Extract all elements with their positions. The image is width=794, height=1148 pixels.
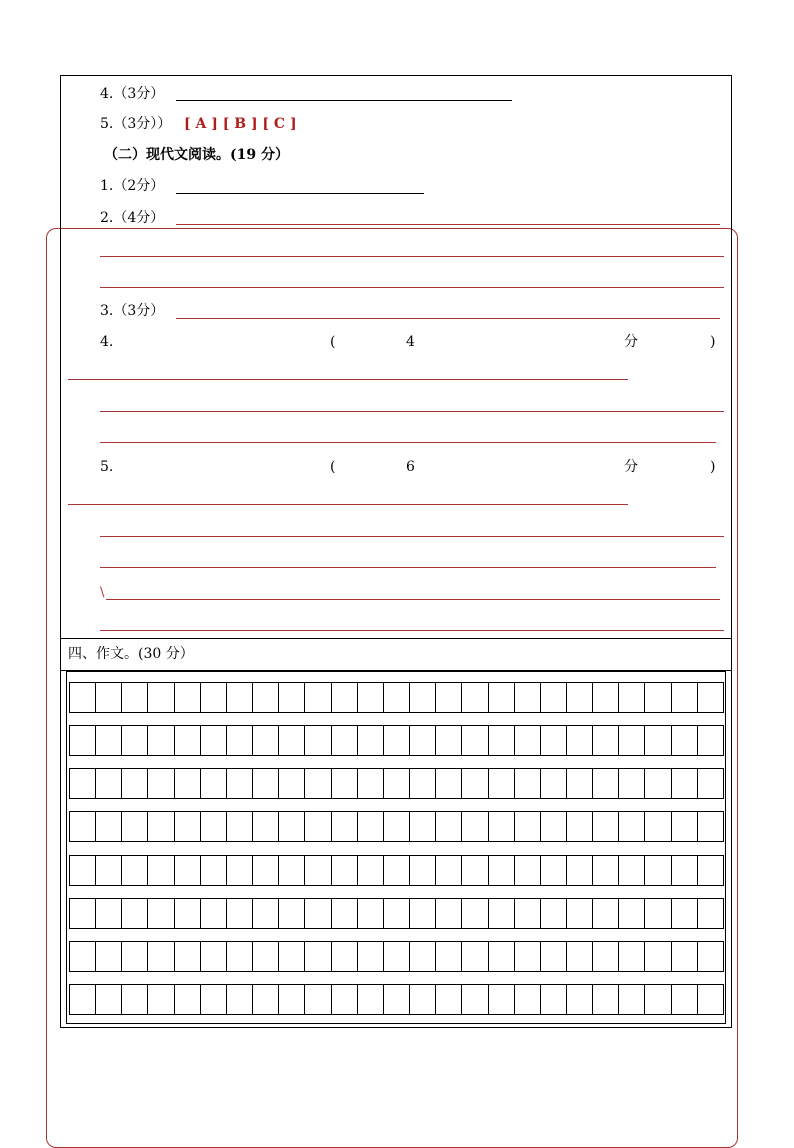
composition-cell[interactable] — [121, 942, 147, 971]
composition-cell[interactable] — [697, 985, 724, 1014]
composition-cell[interactable] — [671, 683, 697, 712]
modern-q4-answer-line-1[interactable] — [68, 379, 628, 380]
composition-cell[interactable] — [69, 899, 95, 928]
composition-cell[interactable] — [278, 683, 304, 712]
modern-q5-open-paren: ( — [330, 459, 336, 475]
composition-cell[interactable] — [488, 856, 514, 885]
modern-q2-answer-line-1[interactable] — [176, 224, 720, 225]
composition-row — [69, 855, 724, 886]
composition-cell[interactable] — [461, 856, 487, 885]
modern-q2-answer-line-2[interactable] — [100, 256, 724, 257]
composition-cell[interactable] — [697, 769, 724, 798]
composition-cell[interactable] — [252, 726, 278, 755]
modern-q5-answer-line-2[interactable] — [100, 536, 724, 537]
question-5-options[interactable]: [ A ] [ B ] [ C ] — [184, 116, 297, 132]
composition-cell[interactable] — [226, 683, 252, 712]
composition-cell[interactable] — [147, 726, 173, 755]
composition-cell[interactable] — [174, 942, 200, 971]
composition-cell[interactable] — [592, 985, 618, 1014]
composition-cell[interactable] — [488, 985, 514, 1014]
composition-cell[interactable] — [488, 769, 514, 798]
composition-cell[interactable] — [200, 899, 226, 928]
composition-cell[interactable] — [697, 899, 724, 928]
modern-q4-unit: 分 — [624, 334, 638, 350]
composition-cell[interactable] — [174, 812, 200, 841]
composition-cell[interactable] — [383, 683, 409, 712]
composition-cell[interactable] — [435, 985, 461, 1014]
composition-cell[interactable] — [69, 726, 95, 755]
composition-cell[interactable] — [95, 683, 121, 712]
composition-cell[interactable] — [278, 856, 304, 885]
composition-row — [69, 898, 724, 929]
modern-q5-close-paren: ) — [710, 459, 716, 475]
modern-q5-number: 5. — [100, 459, 114, 475]
composition-row — [69, 768, 724, 799]
composition-cell[interactable] — [304, 985, 330, 1014]
composition-cell[interactable] — [566, 942, 592, 971]
composition-cell[interactable] — [409, 942, 435, 971]
composition-cell[interactable] — [121, 899, 147, 928]
composition-cell[interactable] — [488, 726, 514, 755]
composition-cell[interactable] — [278, 942, 304, 971]
composition-cell[interactable] — [644, 985, 670, 1014]
composition-cell[interactable] — [278, 812, 304, 841]
composition-cell[interactable] — [304, 812, 330, 841]
modern-q5-answer-line-1[interactable] — [68, 504, 628, 505]
question-4-answer-line[interactable] — [176, 100, 512, 101]
question-4-label: 4.（3分） — [100, 86, 165, 102]
composition-cell[interactable] — [304, 899, 330, 928]
composition-cell[interactable] — [644, 683, 670, 712]
composition-cell[interactable] — [435, 726, 461, 755]
composition-cell[interactable] — [331, 985, 357, 1014]
composition-cell[interactable] — [252, 683, 278, 712]
modern-q4-number: 4. — [100, 334, 114, 350]
composition-cell[interactable] — [147, 769, 173, 798]
modern-q2-label: 2.（4分） — [100, 210, 165, 226]
composition-cell[interactable] — [671, 726, 697, 755]
composition-cell[interactable] — [200, 769, 226, 798]
modern-reading-heading: （二）现代文阅读。(19 分） — [104, 147, 289, 163]
composition-cell[interactable] — [540, 856, 566, 885]
composition-cell[interactable] — [304, 856, 330, 885]
composition-cell[interactable] — [147, 985, 173, 1014]
modern-q5-unit: 分 — [624, 459, 638, 475]
modern-q5-answer-line-4[interactable] — [106, 599, 720, 600]
composition-cell[interactable] — [618, 899, 644, 928]
composition-cell[interactable] — [644, 899, 670, 928]
composition-cell[interactable] — [383, 856, 409, 885]
composition-cell[interactable] — [618, 985, 644, 1014]
composition-grid[interactable] — [66, 671, 726, 1024]
composition-cell[interactable] — [671, 985, 697, 1014]
composition-cell[interactable] — [461, 985, 487, 1014]
composition-cell[interactable] — [409, 899, 435, 928]
composition-cell[interactable] — [697, 726, 724, 755]
composition-cell[interactable] — [252, 812, 278, 841]
composition-cell[interactable] — [644, 812, 670, 841]
composition-cell[interactable] — [514, 985, 540, 1014]
composition-cell[interactable] — [671, 769, 697, 798]
composition-cell[interactable] — [540, 726, 566, 755]
composition-cell[interactable] — [671, 899, 697, 928]
composition-cell[interactable] — [697, 942, 724, 971]
composition-cell[interactable] — [540, 683, 566, 712]
composition-cell[interactable] — [147, 942, 173, 971]
composition-cell[interactable] — [566, 899, 592, 928]
composition-cell[interactable] — [488, 899, 514, 928]
modern-q3-label: 3.（3分） — [100, 303, 165, 319]
section-divider-top — [60, 638, 732, 639]
composition-cell[interactable] — [304, 769, 330, 798]
composition-cell[interactable] — [409, 769, 435, 798]
composition-cell[interactable] — [252, 899, 278, 928]
composition-cell[interactable] — [252, 856, 278, 885]
composition-cell[interactable] — [409, 812, 435, 841]
composition-cell[interactable] — [671, 812, 697, 841]
composition-cell[interactable] — [488, 812, 514, 841]
composition-cell[interactable] — [69, 985, 95, 1014]
composition-cell[interactable] — [357, 726, 383, 755]
composition-cell[interactable] — [200, 726, 226, 755]
composition-cell[interactable] — [200, 683, 226, 712]
composition-cell[interactable] — [226, 812, 252, 841]
composition-cell[interactable] — [514, 726, 540, 755]
composition-cell[interactable] — [383, 942, 409, 971]
composition-cell[interactable] — [69, 856, 95, 885]
composition-cell[interactable] — [697, 812, 724, 841]
composition-cell[interactable] — [383, 726, 409, 755]
composition-cell[interactable] — [226, 856, 252, 885]
composition-cell[interactable] — [488, 942, 514, 971]
composition-cell[interactable] — [174, 856, 200, 885]
composition-cell[interactable] — [644, 856, 670, 885]
composition-cell[interactable] — [514, 899, 540, 928]
composition-cell[interactable] — [697, 683, 724, 712]
composition-cell[interactable] — [331, 726, 357, 755]
composition-cell[interactable] — [618, 856, 644, 885]
stray-mark: \ — [100, 585, 105, 600]
composition-cell[interactable] — [514, 856, 540, 885]
composition-cell[interactable] — [409, 726, 435, 755]
composition-cell[interactable] — [383, 899, 409, 928]
composition-cell[interactable] — [331, 769, 357, 798]
composition-cell[interactable] — [383, 769, 409, 798]
composition-cell[interactable] — [69, 942, 95, 971]
composition-cell[interactable] — [357, 985, 383, 1014]
composition-cell[interactable] — [121, 985, 147, 1014]
composition-cell[interactable] — [435, 683, 461, 712]
composition-cell[interactable] — [304, 942, 330, 971]
composition-cell[interactable] — [278, 899, 304, 928]
composition-cell[interactable] — [331, 856, 357, 885]
composition-cell[interactable] — [95, 985, 121, 1014]
composition-cell[interactable] — [121, 856, 147, 885]
modern-q4-answer-line-2[interactable] — [100, 411, 724, 412]
composition-cell[interactable] — [121, 769, 147, 798]
composition-cell[interactable] — [357, 812, 383, 841]
composition-cell[interactable] — [69, 769, 95, 798]
composition-cell[interactable] — [200, 856, 226, 885]
composition-cell[interactable] — [644, 769, 670, 798]
composition-cell[interactable] — [435, 942, 461, 971]
composition-cell[interactable] — [409, 985, 435, 1014]
composition-cell[interactable] — [592, 899, 618, 928]
composition-cell[interactable] — [566, 985, 592, 1014]
composition-cell[interactable] — [357, 856, 383, 885]
composition-cell[interactable] — [331, 683, 357, 712]
modern-q4-score: 4 — [406, 334, 415, 350]
composition-cell[interactable] — [592, 769, 618, 798]
modern-q4-close-paren: ) — [710, 334, 716, 350]
modern-q4-open-paren: ( — [330, 334, 336, 350]
composition-cell[interactable] — [226, 726, 252, 755]
composition-cell[interactable] — [304, 683, 330, 712]
composition-cell[interactable] — [200, 942, 226, 971]
modern-q2-answer-line-3[interactable] — [100, 287, 724, 288]
composition-cell[interactable] — [566, 683, 592, 712]
composition-cell[interactable] — [409, 683, 435, 712]
composition-cell[interactable] — [69, 683, 95, 712]
composition-cell[interactable] — [697, 856, 724, 885]
composition-cell[interactable] — [461, 683, 487, 712]
composition-cell[interactable] — [147, 812, 173, 841]
composition-cell[interactable] — [409, 856, 435, 885]
composition-cell[interactable] — [461, 769, 487, 798]
composition-cell[interactable] — [435, 769, 461, 798]
composition-heading: 四、作文。(30 分） — [68, 646, 194, 662]
composition-cell[interactable] — [174, 726, 200, 755]
composition-cell[interactable] — [618, 942, 644, 971]
composition-cell[interactable] — [618, 683, 644, 712]
composition-cell[interactable] — [461, 899, 487, 928]
composition-cell[interactable] — [461, 812, 487, 841]
composition-cell[interactable] — [540, 985, 566, 1014]
composition-cell[interactable] — [304, 726, 330, 755]
composition-cell[interactable] — [435, 856, 461, 885]
composition-cell[interactable] — [121, 812, 147, 841]
modern-q5-answer-line-3[interactable] — [100, 567, 716, 568]
composition-cell[interactable] — [174, 985, 200, 1014]
composition-cell[interactable] — [121, 726, 147, 755]
modern-q4-answer-line-3[interactable] — [100, 442, 716, 443]
composition-cell[interactable] — [592, 812, 618, 841]
composition-cell[interactable] — [540, 769, 566, 798]
composition-cell[interactable] — [95, 769, 121, 798]
composition-cell[interactable] — [121, 683, 147, 712]
modern-q3-answer-line[interactable] — [176, 318, 720, 319]
composition-cell[interactable] — [278, 769, 304, 798]
composition-cell[interactable] — [540, 899, 566, 928]
composition-cell[interactable] — [383, 985, 409, 1014]
composition-cell[interactable] — [174, 683, 200, 712]
composition-cell[interactable] — [331, 812, 357, 841]
composition-cell[interactable] — [644, 942, 670, 971]
modern-q5-answer-line-5[interactable] — [100, 630, 724, 631]
composition-cell[interactable] — [95, 899, 121, 928]
composition-cell[interactable] — [514, 769, 540, 798]
composition-cell[interactable] — [566, 726, 592, 755]
composition-cell[interactable] — [174, 899, 200, 928]
composition-cell[interactable] — [618, 812, 644, 841]
composition-cell[interactable] — [566, 812, 592, 841]
composition-cell[interactable] — [147, 856, 173, 885]
composition-cell[interactable] — [69, 812, 95, 841]
composition-cell[interactable] — [514, 942, 540, 971]
composition-cell[interactable] — [357, 942, 383, 971]
composition-cell[interactable] — [226, 769, 252, 798]
composition-cell[interactable] — [566, 856, 592, 885]
composition-cell[interactable] — [644, 726, 670, 755]
composition-cell[interactable] — [461, 942, 487, 971]
composition-cell[interactable] — [618, 769, 644, 798]
modern-q5-score: 6 — [406, 459, 415, 475]
composition-cell[interactable] — [592, 683, 618, 712]
composition-row — [69, 984, 724, 1015]
composition-cell[interactable] — [461, 726, 487, 755]
composition-row — [69, 725, 724, 756]
composition-cell[interactable] — [671, 856, 697, 885]
composition-cell[interactable] — [95, 726, 121, 755]
composition-cell[interactable] — [357, 769, 383, 798]
composition-row — [69, 811, 724, 842]
composition-cell[interactable] — [671, 942, 697, 971]
composition-cell[interactable] — [226, 942, 252, 971]
composition-cell[interactable] — [331, 899, 357, 928]
composition-cell[interactable] — [592, 856, 618, 885]
composition-cell[interactable] — [331, 942, 357, 971]
composition-cell[interactable] — [592, 726, 618, 755]
composition-cell[interactable] — [514, 812, 540, 841]
composition-cell[interactable] — [252, 769, 278, 798]
composition-cell[interactable] — [95, 812, 121, 841]
composition-cell[interactable] — [435, 899, 461, 928]
composition-cell[interactable] — [514, 683, 540, 712]
composition-cell[interactable] — [174, 769, 200, 798]
composition-cell[interactable] — [200, 985, 226, 1014]
composition-cell[interactable] — [278, 985, 304, 1014]
composition-cell[interactable] — [592, 942, 618, 971]
composition-cell[interactable] — [226, 899, 252, 928]
composition-cell[interactable] — [435, 812, 461, 841]
modern-q1-answer-line[interactable] — [176, 193, 424, 194]
composition-cell[interactable] — [95, 856, 121, 885]
composition-cell[interactable] — [540, 812, 566, 841]
composition-cell[interactable] — [383, 812, 409, 841]
composition-cell[interactable] — [566, 769, 592, 798]
composition-cell[interactable] — [95, 942, 121, 971]
composition-cell[interactable] — [252, 985, 278, 1014]
composition-row — [69, 941, 724, 972]
composition-row — [69, 682, 724, 713]
question-5-label: 5.（3分）） — [100, 116, 172, 132]
composition-cell[interactable] — [278, 726, 304, 755]
composition-cell[interactable] — [252, 942, 278, 971]
composition-cell[interactable] — [540, 942, 566, 971]
composition-cell[interactable] — [357, 683, 383, 712]
modern-q1-label: 1.（2分） — [100, 178, 165, 194]
composition-cell[interactable] — [488, 683, 514, 712]
composition-cell[interactable] — [618, 726, 644, 755]
composition-cell[interactable] — [200, 812, 226, 841]
composition-cell[interactable] — [147, 683, 173, 712]
composition-cell[interactable] — [147, 899, 173, 928]
composition-cell[interactable] — [357, 899, 383, 928]
composition-cell[interactable] — [226, 985, 252, 1014]
